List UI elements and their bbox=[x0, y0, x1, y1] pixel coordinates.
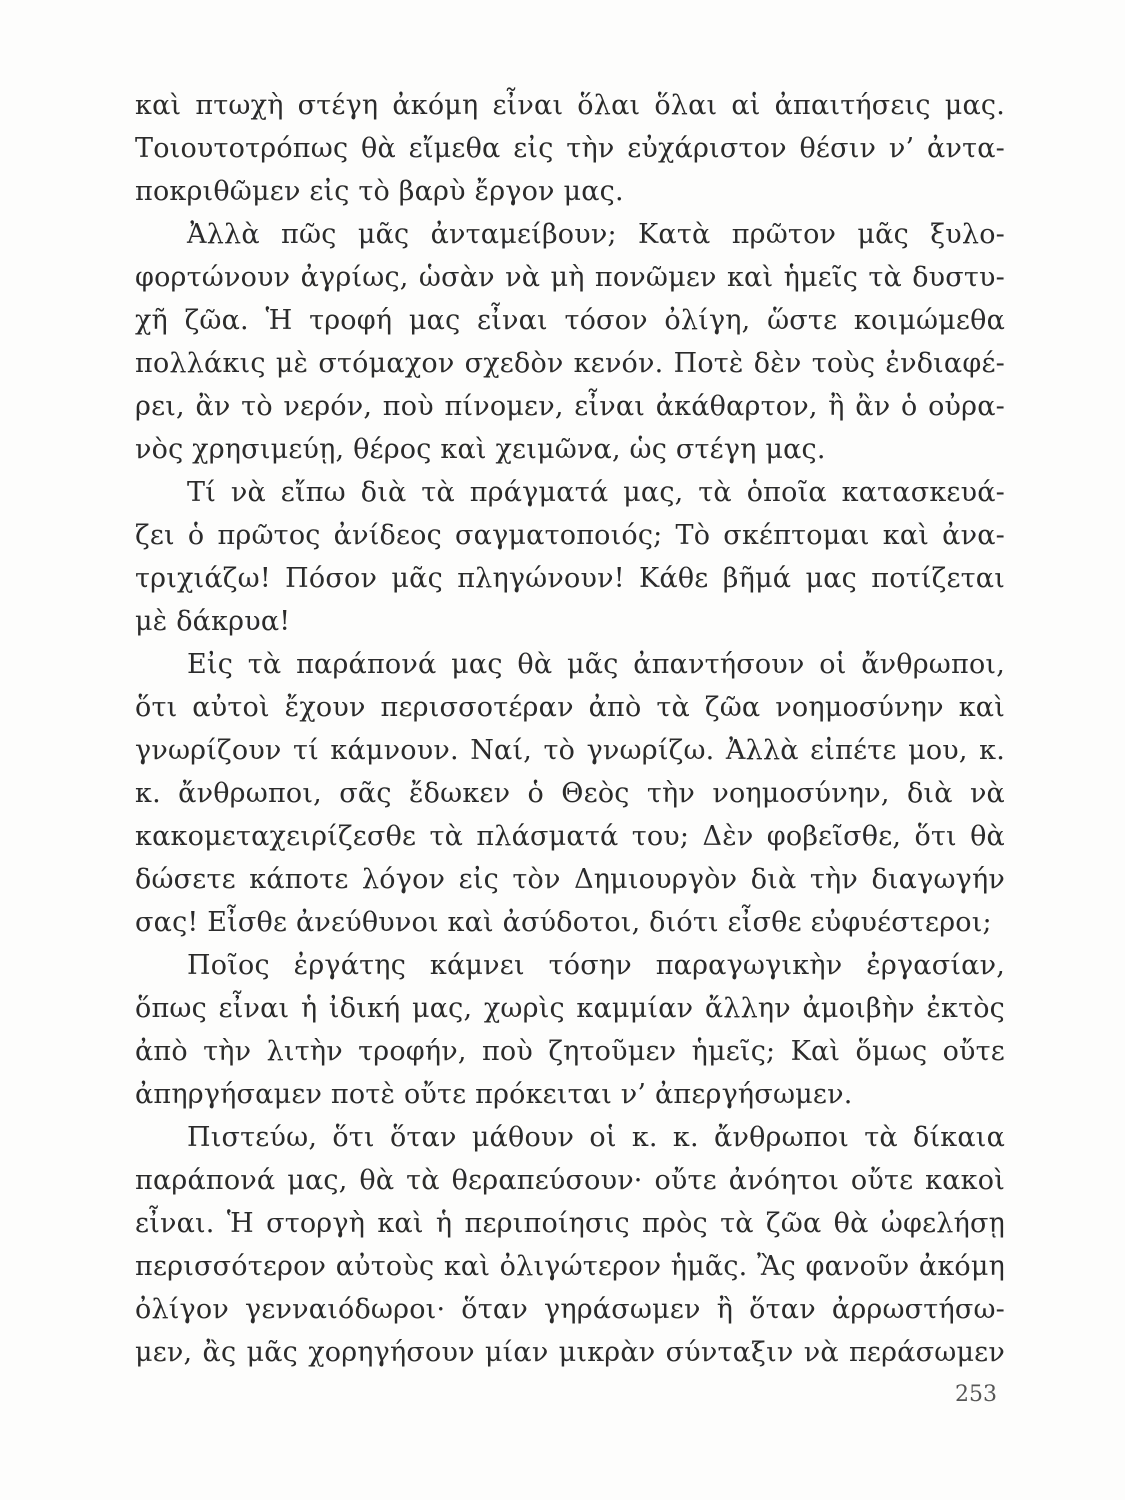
text-line: ζει ὁ πρῶτος ἀνίδεος σαγματοποιός; Τὸ σκέπτομαι καὶ ἀνα- bbox=[135, 520, 1005, 551]
body-text bbox=[135, 84, 1005, 1374]
text-line: ὅπως εἶναι ἡ ἰδική μας, χωρὶς καμμίαν ἄλλην ἀμοιβὴν ἐκτὸς bbox=[135, 993, 1005, 1024]
text-line: χῆ ζῶα. Ἡ τροφή μας εἶναι τόσον ὀλίγη, ὥστε κοιμώμεθα bbox=[135, 305, 1005, 336]
text-line: εἶναι. Ἡ στοργὴ καὶ ἡ περιποίησις πρὸς τὰ ζῶα θὰ ὠφελήσῃ bbox=[135, 1208, 1005, 1239]
text-line: Τοιουτοτρόπως θὰ εἴμεθα εἰς τὴν εὐχάριστον θέσιν ν’ ἀντα- bbox=[135, 133, 1005, 164]
page-number: 253 bbox=[955, 1382, 997, 1407]
text-line: καὶ πτωχὴ στέγη ἀκόμη εἶναι ὅλαι ὅλαι αἱ ἀπαιτήσεις μας. bbox=[135, 90, 1005, 121]
text-line: Ἀλλὰ πῶς μᾶς ἀνταμείβουν; Κατὰ πρῶτον μᾶς ξυλο- bbox=[187, 219, 1005, 250]
text-line: κ. ἄνθρωποι, σᾶς ἔδωκεν ὁ Θεὸς τὴν νοημοσύνην, διὰ νὰ bbox=[135, 778, 1005, 809]
text-line: παράπονά μας, θὰ τὰ θεραπεύσουν· οὔτε ἀνόητοι οὔτε κακοὶ bbox=[135, 1165, 1005, 1196]
text-line: Τί νὰ εἴπω διὰ τὰ πράγματά μας, τὰ ὁποῖα κατασκευά- bbox=[187, 477, 1005, 508]
text-line: ρει, ἂν τὸ νερόν, ποὺ πίνομεν, εἶναι ἀκάθαρτον, ἢ ἂν ὁ οὐρα- bbox=[135, 391, 1005, 422]
text-line: ἀπηργήσαμεν ποτὲ οὔτε πρόκειται ν’ ἀπεργήσωμεν. bbox=[135, 1079, 853, 1110]
text-line: μὲ δάκρυα! bbox=[135, 606, 291, 637]
text-line: πολλάκις μὲ στόμαχον σχεδὸν κενόν. Ποτὲ δὲν τοὺς ἐνδιαφέ- bbox=[135, 348, 1005, 379]
text-line: ὀλίγον γενναιόδωροι· ὅταν γηράσωμεν ἢ ὅταν ἀρρωστήσω- bbox=[135, 1294, 1005, 1325]
text-line: κακομεταχειρίζεσθε τὰ πλάσματά του; Δὲν φοβεῖσθε, ὅτι θὰ bbox=[135, 821, 1005, 852]
text-line: περισσότερον αὐτοὺς καὶ ὀλιγώτερον ἡμᾶς. Ἂς φανοῦν ἀκόμη bbox=[135, 1251, 1005, 1282]
text-line: φορτώνουν ἀγρίως, ὡσὰν νὰ μὴ πονῶμεν καὶ ἡμεῖς τὰ δυστυ- bbox=[135, 262, 1005, 293]
text-line: γνωρίζουν τί κάμνουν. Ναί, τὸ γνωρίζω. Ἀλλὰ εἰπέτε μου, κ. bbox=[135, 735, 1005, 766]
text-line: Πιστεύω, ὅτι ὅταν μάθουν οἱ κ. κ. ἄνθρωποι τὰ δίκαια bbox=[187, 1122, 1005, 1153]
text-line: νὸς χρησιμεύῃ, θέρος καὶ χειμῶνα, ὡς στέγη μας. bbox=[135, 434, 826, 465]
text-line: Εἰς τὰ παράπονά μας θὰ μᾶς ἀπαντήσουν οἱ ἄνθρωποι, bbox=[187, 649, 1005, 680]
text-line: ἀπὸ τὴν λιτὴν τροφήν, ποὺ ζητοῦμεν ἡμεῖς; Καὶ ὅμως οὔτε bbox=[135, 1036, 1005, 1067]
text-line: ὅτι αὐτοὶ ἔχουν περισσοτέραν ἀπὸ τὰ ζῶα νοημοσύνην καὶ bbox=[135, 692, 1005, 723]
text-line: δώσετε κάποτε λόγον εἰς τὸν Δημιουργὸν διὰ τὴν διαγωγήν bbox=[135, 864, 1005, 895]
text-line: σας! Εἶσθε ἀνεύθυνοι καὶ ἀσύδοτοι, διότι εἶσθε εὐφυέστεροι; bbox=[135, 907, 992, 938]
text-line: τριχιάζω! Πόσον μᾶς πληγώνουν! Κάθε βῆμά μας ποτίζεται bbox=[135, 563, 1005, 594]
text-line: Ποῖος ἐργάτης κάμνει τόσην παραγωγικὴν ἐργασίαν, bbox=[187, 950, 1005, 981]
text-line: ποκριθῶμεν εἰς τὸ βαρὺ ἔργον μας. bbox=[135, 176, 624, 207]
text-line: μεν, ἂς μᾶς χορηγήσουν μίαν μικρὰν σύνταξιν νὰ περάσωμεν bbox=[135, 1337, 1005, 1368]
